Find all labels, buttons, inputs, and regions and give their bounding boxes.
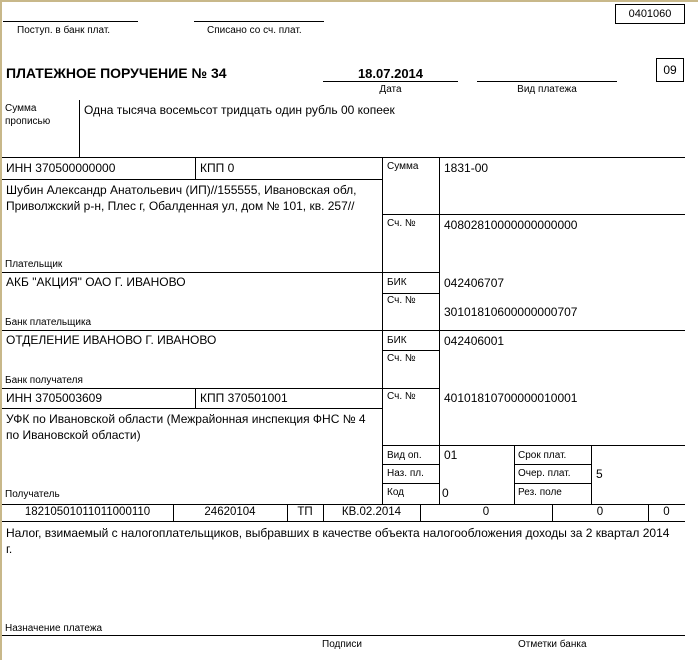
tax-period: КВ.02.2014 [341,506,402,518]
row-line-payer-top [2,157,685,158]
payment-type-line [477,81,617,82]
payer-bank-account-value: 30101810600000000707 [444,305,578,319]
payer-inn-kpp-divider [195,157,196,179]
payer-status-box [656,58,684,82]
purpose-code-line [382,483,439,484]
payer-inn: ИНН 370500000000 [6,161,116,175]
amount-words-divider [79,100,80,157]
recipient-inn-line [2,408,382,409]
frame-top-border [0,0,698,2]
payer-bank-bik-value: 042406707 [444,276,505,290]
recipient-inn: ИНН 3705003609 [6,391,103,405]
form-code: 0401060 [628,8,672,20]
bank-marks-label: Отметки банка [518,639,587,650]
debited-line [194,21,324,22]
amount-words-value: Одна тысяча восемьсот тридцать один рубль 00 копеек [84,103,395,117]
due-line [514,464,591,465]
signatures-label: Подписи [322,639,362,650]
recipient-bank-account-label: Сч. № [387,353,416,364]
recipient-inn-kpp-divider [195,388,196,408]
recipient-bank-bik-label: БИК [387,335,407,346]
priority-label: Очер. плат. [518,468,571,479]
recipient-bank-top-line [2,330,685,331]
payer-account-label: Сч. № [387,218,416,229]
op-type-line [382,464,439,465]
payer-bank-account-label: Сч. № [387,295,416,306]
priority-value: 5 [596,467,603,481]
amount-words-label [5,102,50,128]
amount-words-label-line2: прописью [5,116,51,127]
purpose-code-label: Наз. пл. [387,468,424,479]
payer-status-code: 09 [663,63,677,77]
tax-row-bottom-line [2,521,685,522]
op-type-value: 01 [444,448,458,462]
operation-top-line [382,445,685,446]
recipient-bank-name: ОТДЕЛЕНИЕ ИВАНОВО Г. ИВАНОВО [6,333,217,347]
tax-oktmo: 24620104 [204,506,256,518]
payer-name: Шубин Александр Анатольевич (ИП)//155555, Ивановская обл, Приволжский р-н, Плес г, Обалденная ул, дом № 101, кв. 257// [6,183,357,213]
recipient-bank-bik-value: 042406001 [444,334,505,348]
tax-basis: ТП [297,506,313,518]
amount-words-label-line1: Сумма [5,103,37,114]
recipient-account-label: Сч. № [387,391,416,402]
code-value: 0 [442,486,449,500]
code-label: Код [387,487,405,498]
tax-doc-number: 0 [482,506,490,518]
received-line [3,21,138,22]
payer-sum-label: Сумма [387,161,419,172]
form-code-box [615,4,685,24]
col-line-labels [382,157,383,505]
payer-kpp: КПП 0 [200,161,235,175]
date-value: 18.07.2014 [357,66,424,81]
recipient-bank-label: Банк получателя [5,375,83,386]
debited-label: Списано со сч. плат. [207,25,302,36]
tax-row-top-line [2,504,685,505]
recipient-top-line [2,388,439,389]
purpose-label: Назначение платежа [5,623,103,634]
operation-mid-divider [514,445,515,505]
tax-kbk: 18210501011011000110 [24,506,151,518]
page-title: ПЛАТЕЖНОЕ ПОРУЧЕНИЕ № 34 [6,65,227,81]
reserve-label: Рез. поле [518,487,562,498]
tax-doc-date: 0 [596,506,604,518]
payer-bank-top-line [2,272,439,273]
due-label: Срок плат. [518,450,567,461]
date-label: Дата [379,84,402,95]
payer-bank-name: АКБ "АКЦИЯ" ОАО Г. ИВАНОВО [6,275,186,289]
purpose-text: Налог, взимаемый с налогоплательщиков, выбравших в качестве объекта налогообложения доходы за 2 квартал 2014 г. [6,526,670,556]
sum-line [382,214,685,215]
date-line [323,81,458,82]
payer-label: Плательщик [5,259,63,270]
recipient-account-value: 40101810700000010001 [444,391,578,405]
payer-sum-value: 1831-00 [444,161,489,175]
col-line-values [439,157,440,505]
payer-bank-bik-line [382,293,439,294]
received-label: Поступ. в банк плат. [17,25,111,36]
op-type-label: Вид оп. [387,450,422,461]
priority-line [514,483,591,484]
payment-type-label: Вид платежа [517,84,577,95]
tax-payment-type: 0 [663,506,670,518]
recipient-bank-bik-line [382,350,439,351]
recipient-label: Получатель [5,489,60,500]
payer-inn-line [2,179,382,180]
recipient-name: УФК по Ивановской области (Межрайонная инспекция ФНС № 4 по Ивановской области) [6,412,366,442]
payer-bank-label: Банк плательщика [5,317,92,328]
payer-bank-bik-label: БИК [387,277,407,288]
recipient-kpp: КПП 370501001 [200,391,288,405]
payer-account-value: 40802810000000000000 [444,218,578,232]
purpose-bottom-line [2,635,685,636]
operation-right-divider [591,445,592,505]
